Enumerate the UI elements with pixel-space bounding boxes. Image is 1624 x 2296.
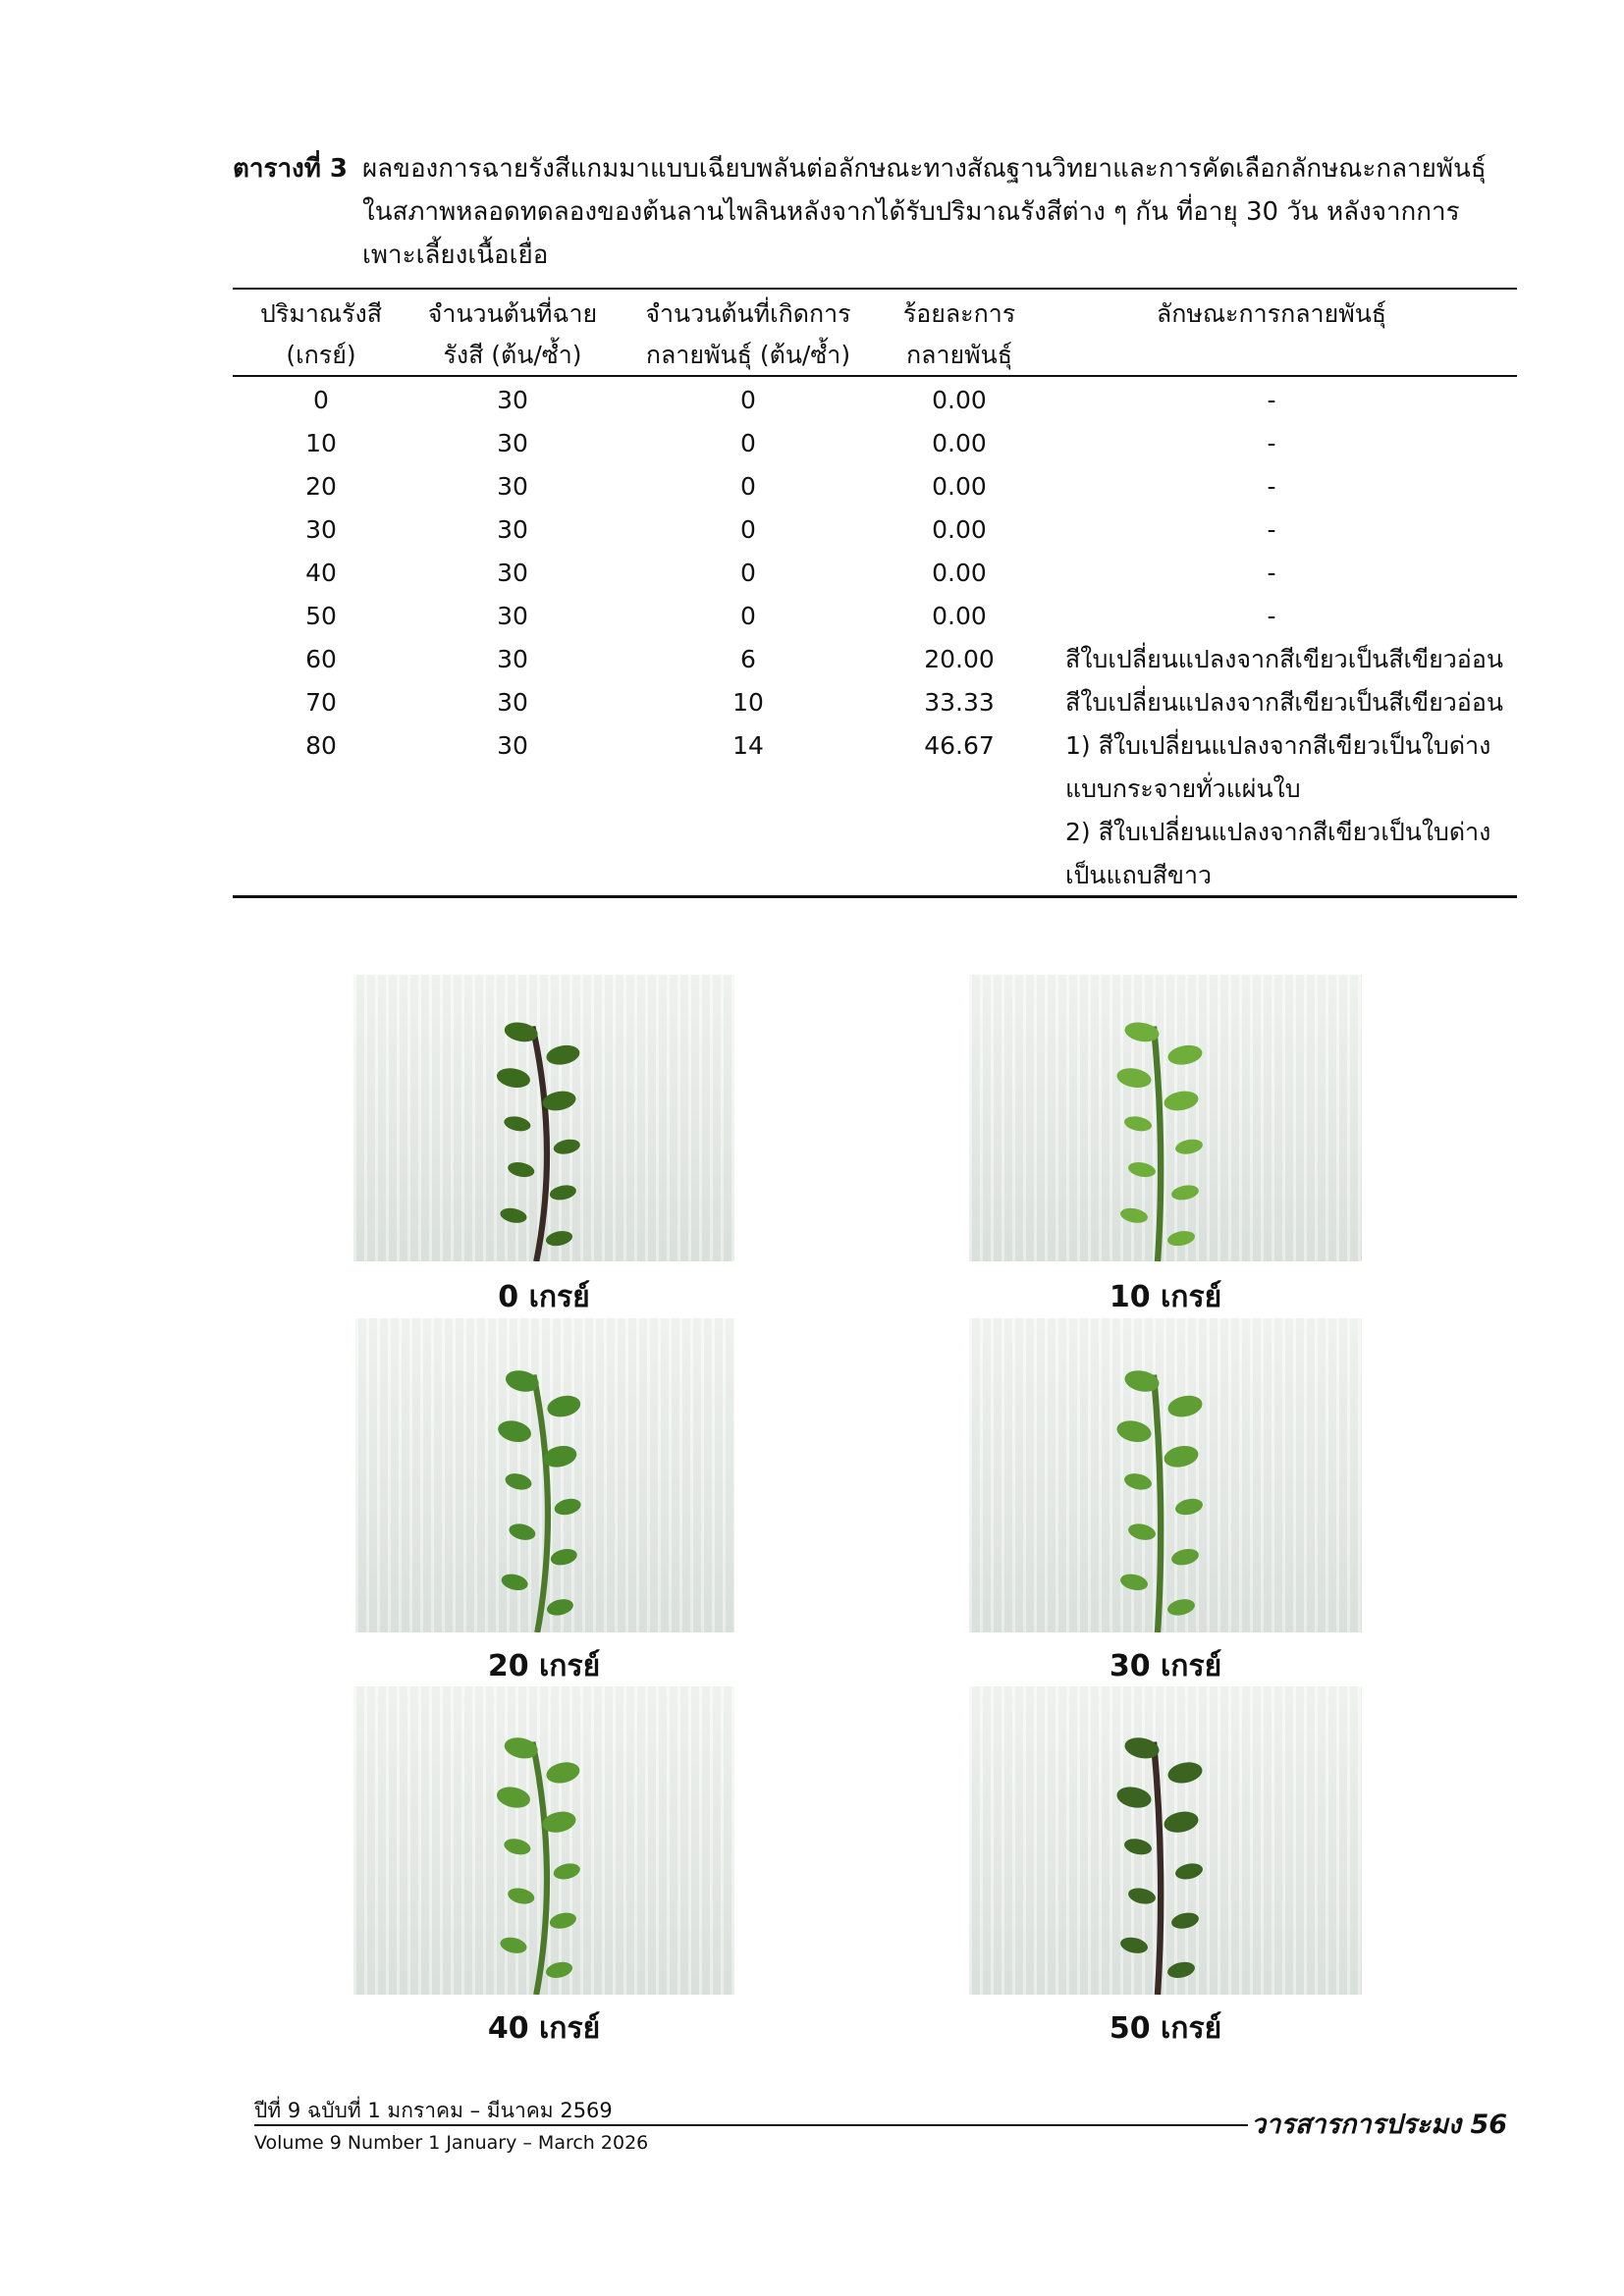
mutants-cell: 0 (740, 386, 756, 414)
trait-cell (1065, 681, 1517, 724)
percent-cell: 0.00 (932, 602, 987, 630)
table-row (233, 681, 1517, 724)
photo-label: 40 เกรย์ (487, 2011, 601, 2046)
table-row (233, 508, 1517, 552)
mutants-cell: 0 (740, 472, 756, 501)
header-dose: ปริมาณรังสี (เกรย์) (260, 299, 382, 369)
trait-cell (1065, 724, 1517, 897)
table-row (233, 552, 1517, 595)
plants-cell: 30 (497, 688, 528, 717)
percent-cell: 46.67 (924, 731, 995, 760)
table-caption-label: ตารางที่ 3 (233, 154, 349, 184)
table-row (233, 465, 1517, 508)
mutants-cell: 6 (740, 645, 756, 673)
table-top-rule (233, 288, 1517, 290)
plants-cell: 30 (497, 559, 528, 587)
trait-cell (1065, 552, 1478, 595)
photo-label: 0 เกรย์ (498, 1280, 590, 1314)
footer-thai-issue: ปีที่ 9 ฉบับที่ 1 มกราคม – มีนาคม 2569 (254, 2099, 613, 2122)
trait-line: สีใบเปลี่ยนแปลงจากสีเขียวเป็นสีเขียวอ่อน (1065, 645, 1503, 673)
plant-photo (969, 1318, 1362, 1632)
header-mutants: จำนวนต้นที่เกิดการ กลายพันธุ์ (ต้น/ซ้ำ) (645, 299, 851, 369)
plant-shoot-image (969, 1686, 1362, 1995)
plants-cell: 30 (497, 472, 528, 501)
trait-cell (1065, 638, 1517, 681)
mutants-cell: 0 (740, 559, 756, 587)
dose-cell: 20 (305, 472, 337, 501)
photo-label: 10 เกรย์ (1109, 1280, 1222, 1314)
trait-line: 1) สีใบเปลี่ยนแปลงจากสีเขียวเป็นใบด่าง (1065, 731, 1491, 760)
mutants-cell: 10 (732, 688, 764, 717)
trait-cell (1065, 422, 1478, 465)
footer-journal-page: วารสารการประมง 56 (1251, 2109, 1508, 2140)
table-row (233, 379, 1517, 422)
caption-line: ในสภาพหลอดทดลองของต้นลานไพลินหลังจากได้รับปริมาณรังสีต่าง ๆ กัน ที่อายุ 30 วัน หลังจากการ (362, 197, 1460, 227)
plant-photo (355, 1318, 734, 1632)
dose-cell: 40 (305, 559, 337, 587)
footer-rule (254, 2124, 1248, 2126)
mutants-cell: 0 (740, 429, 756, 457)
plant-shoot-image (969, 1318, 1362, 1632)
caption-line: เพาะเลี้ยงเนื้อเยื่อ (362, 240, 549, 270)
table-caption-text (362, 147, 1501, 277)
mutants-cell: 0 (740, 602, 756, 630)
photo-label: 50 เกรย์ (1109, 2011, 1222, 2046)
plants-cell: 30 (497, 645, 528, 673)
dose-cell: 30 (305, 515, 337, 544)
dose-cell: 70 (305, 688, 337, 717)
trait-line: - (1267, 429, 1276, 457)
dose-cell: 50 (305, 602, 337, 630)
plants-cell: 30 (497, 731, 528, 760)
dose-cell: 10 (305, 429, 337, 457)
table-row (233, 595, 1517, 638)
dose-cell: 80 (305, 731, 337, 760)
trait-cell (1065, 379, 1478, 422)
percent-cell: 20.00 (924, 645, 995, 673)
plant-shoot-image (353, 1686, 734, 1995)
plant-photo (969, 1686, 1362, 1995)
header-trait: ลักษณะการกลายพันธุ์ (1156, 299, 1387, 328)
table-row (233, 638, 1517, 681)
trait-line: สีใบเปลี่ยนแปลงจากสีเขียวเป็นสีเขียวอ่อน (1065, 688, 1503, 717)
dose-cell: 60 (305, 645, 337, 673)
photo-label: 20 เกรย์ (487, 1649, 601, 1683)
table-bottom-rule (233, 895, 1517, 898)
trait-cell (1065, 595, 1478, 638)
trait-line: - (1267, 602, 1276, 630)
plant-shoot-image (355, 1318, 734, 1632)
table-row (233, 724, 1517, 889)
percent-cell: 33.33 (924, 688, 995, 717)
trait-line: แบบกระจายทั่วแผ่นใบ (1065, 774, 1301, 803)
trait-line: 2) สีใบเปลี่ยนแปลงจากสีเขียวเป็นใบด่าง (1065, 818, 1491, 846)
trait-cell (1065, 508, 1478, 552)
plant-shoot-image (353, 975, 734, 1261)
photo-label: 30 เกรย์ (1109, 1649, 1222, 1683)
mutants-cell: 0 (740, 515, 756, 544)
trait-line: - (1267, 472, 1276, 501)
trait-line: - (1267, 559, 1276, 587)
percent-cell: 0.00 (932, 429, 987, 457)
plants-cell: 30 (497, 515, 528, 544)
caption-line: ผลของการฉายรังสีแกมมาแบบเฉียบพลันต่อลักษณะทางสัณฐานวิทยาและการคัดเลือกลักษณะกลายพันธุ์ (362, 154, 1487, 184)
percent-cell: 0.00 (932, 515, 987, 544)
mutants-cell: 14 (732, 731, 764, 760)
plant-photo (353, 975, 734, 1261)
percent-cell: 0.00 (932, 472, 987, 501)
trait-line: เป็นแถบสีขาว (1065, 861, 1213, 889)
plants-cell: 30 (497, 429, 528, 457)
table-row (233, 422, 1517, 465)
plant-shoot-image (969, 975, 1362, 1261)
percent-cell: 0.00 (932, 559, 987, 587)
table-header-rule (233, 375, 1517, 377)
header-plants: จำนวนต้นที่ฉาย รังสี (ต้น/ซ้ำ) (427, 299, 598, 369)
plant-photo (969, 975, 1362, 1261)
header-percent: ร้อยละการ กลายพันธุ์ (902, 299, 1016, 369)
plants-cell: 30 (497, 386, 528, 414)
trait-line: - (1267, 515, 1276, 544)
plants-cell: 30 (497, 602, 528, 630)
plant-photo (353, 1686, 734, 1995)
trait-cell (1065, 465, 1478, 508)
percent-cell: 0.00 (932, 386, 987, 414)
trait-line: - (1267, 386, 1276, 414)
dose-cell: 0 (313, 386, 329, 414)
footer-english-issue: Volume 9 Number 1 January – March 2026 (254, 2132, 649, 2154)
